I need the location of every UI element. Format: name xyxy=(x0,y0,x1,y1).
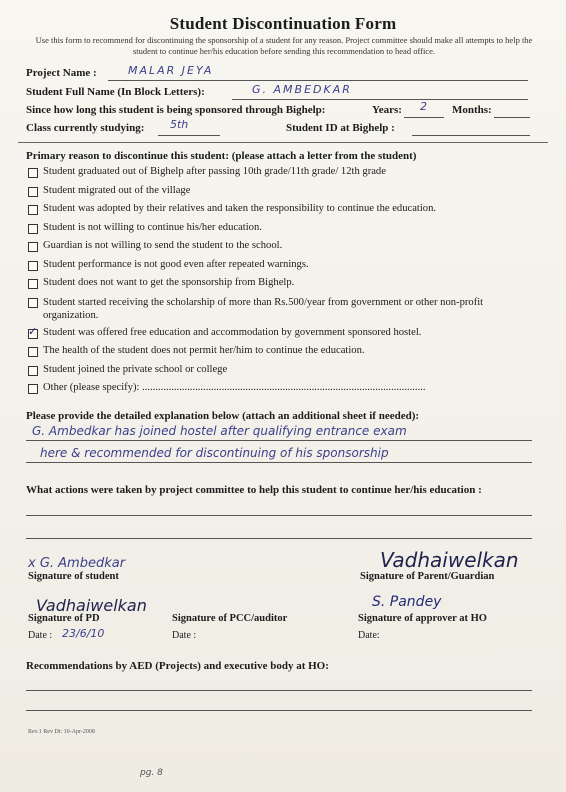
parent-signature-label: Signature of Parent/Guardian xyxy=(360,571,495,582)
actions-line-2 xyxy=(26,538,532,539)
sponsored-duration-label: Since how long this student is being sponsored through Bighelp: xyxy=(26,104,326,116)
reason-option-label: Student was adopted by their relatives and taken the responsibility to continue the education. xyxy=(43,203,437,214)
reason-option[interactable] xyxy=(28,240,528,252)
student-signature: x G. Ambedkar xyxy=(28,556,126,571)
parent-signature: Vadhaiwelkan xyxy=(380,548,519,572)
reason-option-label: Guardian is not willing to send the student to the school. xyxy=(43,240,283,251)
pd-date-value[interactable]: 23/6/10 xyxy=(62,627,105,640)
pcc-signature-label: Signature of PCC/auditor xyxy=(172,613,288,624)
checkbox[interactable] xyxy=(28,261,38,271)
project-name-line xyxy=(108,80,528,81)
student-name-label: Student Full Name (In Block Letters): xyxy=(26,86,205,98)
reason-option[interactable] xyxy=(28,259,528,271)
explanation-label: Please provide the detailed explanation below (attach an additional sheet if needed): xyxy=(26,410,420,422)
reason-option[interactable] xyxy=(28,166,528,178)
student-id-label: Student ID at Bighelp : xyxy=(286,122,395,134)
checkbox[interactable] xyxy=(28,242,38,252)
class-line xyxy=(158,135,220,136)
checkbox[interactable] xyxy=(28,205,38,215)
actions-line-1 xyxy=(26,515,532,516)
pd-date-label: Date : xyxy=(28,630,53,641)
reason-option-label: Other (please specify): ........................................................................................................... xyxy=(43,382,426,393)
reason-option[interactable] xyxy=(28,296,528,322)
reason-option[interactable] xyxy=(28,222,528,234)
revision-note: Rev.1 Rev Dt: 10-Apr-2008 xyxy=(28,729,95,735)
section-divider xyxy=(18,142,548,143)
months-line xyxy=(494,117,530,118)
checkbox[interactable] xyxy=(28,224,38,234)
student-name-value[interactable]: G. AMBEDKAR xyxy=(252,83,352,96)
checkbox[interactable] xyxy=(28,187,38,197)
years-label: Years: xyxy=(372,104,402,116)
explanation-line-2 xyxy=(26,462,532,463)
reasons-heading: Primary reason to discontinue this student: (please attach a letter from the student) xyxy=(26,150,417,162)
reason-option-label: Student graduated out of Bighelp after passing 10th grade/11th grade/ 12th grade xyxy=(43,166,386,177)
checkbox[interactable] xyxy=(28,298,38,308)
reason-option-label: The health of the student does not permit her/him to continue the education. xyxy=(43,345,365,356)
reason-option[interactable] xyxy=(28,203,528,215)
explanation-line-1 xyxy=(26,440,532,441)
explanation-text-1[interactable]: G. Ambedkar has joined hostel after qualifying entrance exam xyxy=(32,424,407,438)
reason-option-label: Student joined the private school or college xyxy=(43,364,228,375)
explanation-text-2[interactable]: here & recommended for discontinuing of his sponsorship xyxy=(40,446,389,460)
checkbox[interactable] xyxy=(28,347,38,357)
checkbox[interactable] xyxy=(28,384,38,394)
class-label: Class currently studying: xyxy=(26,122,145,134)
checkbox-checked[interactable] xyxy=(28,329,38,339)
actions-label: What actions were taken by project committee to help this student to continue her/his education : xyxy=(26,484,482,496)
reason-option-label: Student was offered free education and accommodation by government sponsored hostel. xyxy=(43,327,422,338)
checkbox[interactable] xyxy=(28,279,38,289)
reason-option-label: Student started receiving the scholarship of more than Rs.500/year from government or other non-profit organization. xyxy=(43,297,484,321)
pd-signature-label: Signature of PD xyxy=(28,613,100,624)
reason-option-label: Student migrated out of the village xyxy=(43,185,191,196)
student-name-line xyxy=(232,99,528,100)
approver-date-label: Date: xyxy=(358,630,380,641)
reason-option-label: Student is not willing to continue his/her education. xyxy=(43,222,262,233)
recommendations-line-1 xyxy=(26,690,532,691)
reason-option[interactable] xyxy=(28,327,528,339)
form-intro: Use this form to recommend for discontinuing the sponsorship of a student for any reason. Project committee should make all attempts to help the student to continue her/his education before sending this recommendation to head office. xyxy=(35,35,533,56)
class-value[interactable]: 5th xyxy=(170,118,189,131)
pcc-date-label: Date : xyxy=(172,630,197,641)
recommendations-label: Recommendations by AED (Projects) and executive body at HO: xyxy=(26,660,329,672)
reason-option[interactable] xyxy=(28,364,528,376)
reason-option-label: Student performance is not good even after repeated warnings. xyxy=(43,259,309,270)
reason-option[interactable] xyxy=(28,382,528,394)
approver-signature-label: Signature of approver at HO xyxy=(358,613,487,624)
years-line xyxy=(404,117,444,118)
reason-option[interactable] xyxy=(28,185,528,197)
pd-signature: Vadhaiwelkan xyxy=(36,596,147,615)
form-title: Student Discontinuation Form xyxy=(169,14,397,33)
months-label: Months: xyxy=(452,104,492,116)
approver-signature: S. Pandey xyxy=(372,594,442,610)
student-id-line xyxy=(412,135,530,136)
checkbox[interactable] xyxy=(28,366,38,376)
project-name-value[interactable]: MALAR JEYA xyxy=(128,64,214,77)
page-note: pg. 8 xyxy=(140,768,163,778)
reason-option[interactable] xyxy=(28,345,528,357)
years-value[interactable]: 2 xyxy=(420,100,427,113)
project-name-label: Project Name : xyxy=(26,67,97,79)
checkbox[interactable] xyxy=(28,168,38,178)
reason-option[interactable] xyxy=(28,277,528,289)
recommendations-line-2 xyxy=(26,710,532,711)
reason-option-label: Student does not want to get the sponsorship from Bighelp. xyxy=(43,277,295,288)
student-signature-label: Signature of student xyxy=(28,571,119,582)
